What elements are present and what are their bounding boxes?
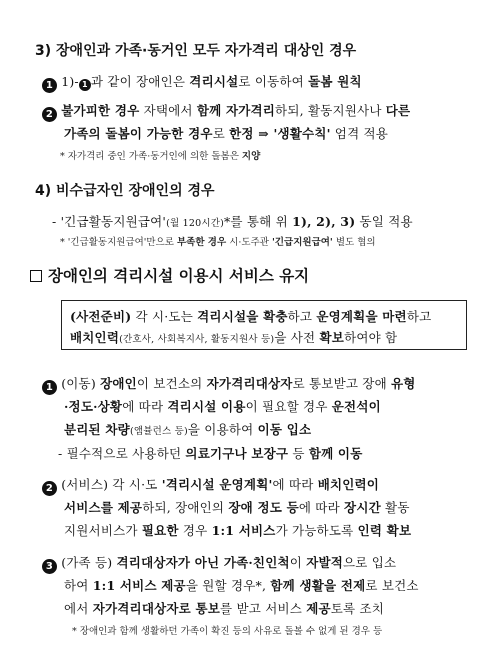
section-3-item-2-line-1: 2 불가피한 경우 자택에서 함께 자가격리하되, 활동지원사나 다른	[42, 101, 410, 122]
item-3-line-2: 하여 1:1 서비스 제공을 원할 경우*, 함께 생활을 전제로 보건소	[64, 578, 419, 593]
circled-number-1-small-icon: 1	[79, 79, 91, 91]
preparation-box-line-2: 배치인력(간호사, 사회복지사, 활동지원사 등)을 사전 확보하여야 함	[70, 330, 398, 345]
section-4-line: - '긴급활동지원급여'(월 120시간)*를 통해 위 1), 2), 3) 동일 적용	[52, 214, 413, 229]
item-1-line-1: 1 (이동) 장애인이 보건소의 자가격리대상자로 통보받고 장애 유형	[42, 374, 416, 395]
item-2-line-2: 서비스를 제공하되, 장애인의 장애 정도 등에 따라 장시간 활동	[64, 500, 410, 515]
section-4-note: * '긴급활동지원급여'만으로 부족한 경우 시·도주관 '긴급지원급여' 별도 협의	[60, 237, 376, 248]
item-1-sub-line: - 필수적으로 사용하던 의료기구나 보장구 등 함께 이동	[58, 446, 363, 461]
section-3-number: 3)	[35, 43, 52, 59]
item-1-line-2: ·정도·상황에 따라 격리시설 이용이 필요할 경우 운전석이	[64, 399, 381, 414]
circled-number-2-icon: 2	[42, 107, 57, 122]
section-3-item-1: 1 1)- 1 과 같이 장애인은 격리시설로 이동하여 돌봄 원칙	[42, 72, 362, 93]
square-bullet-icon	[30, 270, 42, 282]
section-4-title: 비수급자인 장애인의 경우	[56, 183, 215, 199]
section-4-number: 4)	[35, 183, 52, 199]
item-1-line-3: 분리된 차량(앰뷸런스 등)을 이용하여 이동 입소	[64, 422, 312, 437]
item-3-line-1: 3 (가족 등) 격리대상자가 아닌 가족·친인척이 자발적으로 입소	[42, 553, 396, 574]
section-4-heading	[35, 180, 215, 200]
section-3-heading	[35, 40, 356, 60]
section-3-note: * 자가격리 중인 가족·동거인에 의한 돌봄은 지양	[60, 151, 261, 162]
item-3-line-3: 에서 자가격리대상자로 통보를 받고 서비스 제공토록 조치	[64, 601, 385, 616]
section-3-title: 장애인과 가족·동거인 모두 자가격리 대상인 경우	[56, 43, 357, 59]
preparation-box-line-1: (사전준비) 각 시·도는 격리시설을 확충하고 운영계획을 마련하고	[70, 309, 432, 324]
circled-number-1-icon: 1	[42, 380, 57, 395]
item-3-note: * 장애인과 함께 생활하던 가족이 확진 등의 사유로 돌볼 수 없게 된 경우 등	[72, 626, 383, 637]
item-2-line-3: 지원서비스가 필요한 경우 1:1 서비스가 가능하도록 인력 확보	[64, 523, 412, 538]
circled-number-3-icon: 3	[42, 559, 57, 574]
circled-number-1-icon: 1	[42, 78, 57, 93]
circled-number-2-icon: 2	[42, 481, 57, 496]
section-3-item-2-line-2: 가족의 돌봄이 가능한 경우로 한정 ⇒ '생활수칙' 엄격 적용	[64, 126, 389, 141]
main-title: 장애인의 격리시설 이용시 서비스 유지	[48, 267, 310, 285]
main-heading	[30, 264, 309, 286]
item-2-line-1: 2 (서비스) 각 시·도 '격리시설 운영계획'에 따라 배치인력이	[42, 475, 379, 496]
